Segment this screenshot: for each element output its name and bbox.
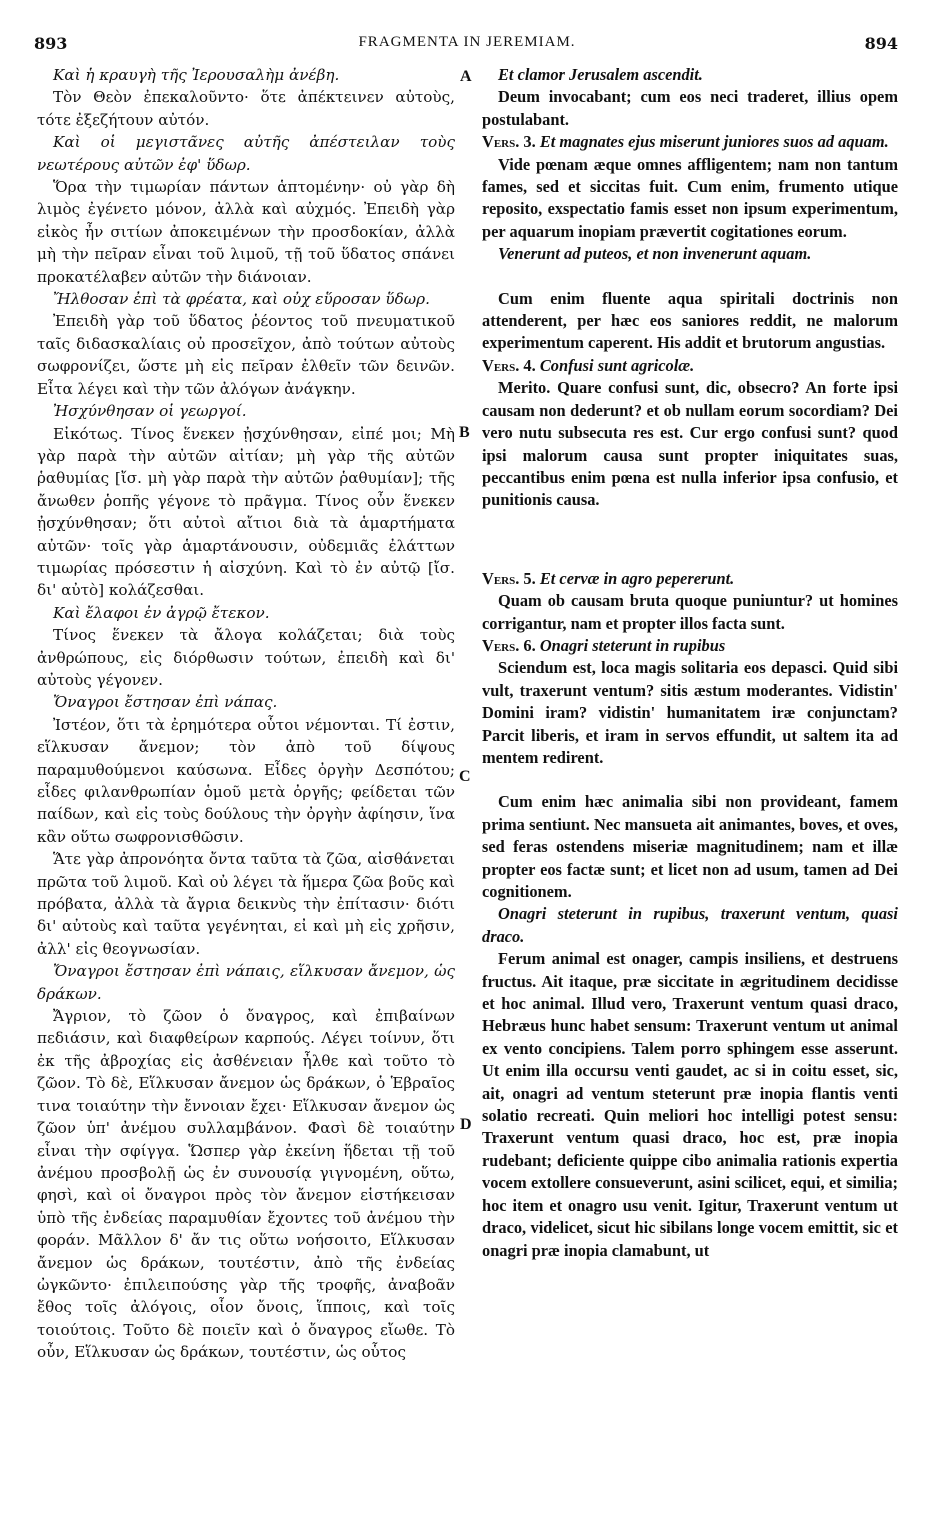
- latin-paragraph: Sciendum est, loca magis solitaria eos depasci. Quid sibi vult, traxerunt ventum? sitis æstum moderantes. Vidistin' Domini iram? vidistin' humanitatem iræ conjunctam? Parcit liberis, et iram in servos effundit, ut saltem ita ad mentem redirent.: [482, 658, 898, 767]
- greek-paragraph: Ἅτε γὰρ ἀπρονόητα ὄντα ταῦτα τὰ ζῶα, αἰσθάνεται πρῶτα τοῦ λιμοῦ. Καὶ οὐ λέγει τὰ ἥμερα ζῶα βοῦς καὶ πρόβατα, ἀλλὰ τὰ ἄγρια δεικνὺς τὴν ἐπίτασιν· διότι δι' αὐτοὺς καὶ ταῦτα γεγένηται, εἰ καὶ μὴ εἰς χρῆσιν, ἀλλ' εἰς θεογνωσίαν.: [37, 850, 455, 958]
- verse-heading: [482, 131, 898, 153]
- greek-lemma: Ἠσχύνθησαν οἱ γεωργοί.: [53, 402, 247, 421]
- greek-column: [37, 64, 455, 1364]
- spacer: [482, 266, 898, 288]
- greek-paragraph: Ἐπειδὴ γὰρ τοῦ ὕδατος ῥέοντος τοῦ πνευματικοῦ ταῖς διδασκαλίαις οὐ προσεῖχον, ἀπὸ τούτων αὐτοὺς σωφρονίζει, ὥστε μὴ εἰς πεῖραν ἐλθεῖν τῶν δεινῶν. Εἶτα λέγει καὶ τὴν τῶν ἀλόγων ἀνάγκην.: [37, 312, 455, 398]
- spacer: [482, 769, 898, 791]
- running-title: FRAGMENTA IN JEREMIAM.: [358, 34, 576, 50]
- latin-column: [482, 64, 898, 1262]
- page-header: [34, 34, 900, 60]
- latin-paragraph: Merito. Quare confusi sunt, dic, obsecro? An forte ipsi causam non dederunt? et ob nullam eorum socordiam? Dei vero nutu subsecuta res est. Cur ergo confusi sunt? quod ipsi malorum causa sunt propter iniquitates suas, peccantibus enim pœna est nulla inferior ipsa confusio, et punitionis causa.: [482, 378, 898, 510]
- latin-paragraph: Cum enim fluente aqua spiritali doctrinis non attenderent, per hæc eos saniores reddit, ne malorum experimentum caperent. His addit et brutorum angustias.: [482, 288, 898, 353]
- verse-text: Onagri steterunt in rupibus: [539, 635, 726, 655]
- verse-text: Et magnates ejus miserunt juniores suos ad aquam.: [539, 132, 889, 152]
- latin-lemma: Venerunt ad puteos, et non invenerunt aquam.: [498, 244, 812, 264]
- greek-paragraph: Ὅρα τὴν τιμωρίαν πάντων ἁπτομένην· οὐ γὰρ δὴ λιμὸς ἐγένετο μόνον, ἀλλὰ καὶ αὐχμός. Ἐπειδὴ γὰρ εἰκὸς ἦν σιτίων ἀποκειμένων τὴν προσδοκίαν, ἀλλὰ μὴ τὴν πεῖραν εἶναι τοῦ λιμοῦ, τῇ τοῦ ὕδατος σπάνει προκατέλαβεν αὐτῶν τὴν διάνοιαν.: [37, 178, 455, 286]
- verse-heading: [482, 355, 898, 377]
- section-marker-a: A: [460, 68, 472, 85]
- latin-paragraph: Quam ob causam bruta quoque puniuntur? ut homines corrigantur, nam et propter illos facta sunt.: [482, 591, 898, 633]
- verse-heading: [482, 568, 898, 590]
- greek-lemma: Καὶ ἡ κραυγὴ τῆς Ἰερουσαλὴμ ἀνέβη.: [53, 66, 340, 84]
- greek-paragraph: Εἰκότως. Τίνος ἕνεκεν ᾐσχύνθησαν, εἰπέ μοι; Μὴ γὰρ παρὰ τὴν αὐτῶν αἰτίαν; μὴ γὰρ τῆς αὐτῶν ῥαθυμίας [ἴσ. μὴ γὰρ παρὰ τὴν αὐτῶν ῥαθυμίαν]; τῆς ἄνωθεν ῥοπῆς γέγονε τὸ πρᾶγμα. Τίνος οὖν ἕνεκεν ᾐσχύνθησαν; ὅτι αὐτοὶ αἴτιοι διὰ τὰ ἁμαρτήματα αὐτῶν· τοῖς γὰρ ἁμαρτάνουσιν, οὐδεμιᾶς ἐλάττων τιμωρίας πρόσεστιν ἡ αἰσχύνη. Καὶ τὸ ἐν αὐτῷ [ἴσ. δι' αὐτὸ] κολάζεσθαι.: [37, 424, 455, 600]
- latin-paragraph: Ferum animal est onager, campis insiliens, et destruens fructus. Ait itaque, præ siccitate in ægritudinem decidisse et hoc animal. Illud vero, Traxerunt ventum quasi draco, Hebræus hunc habet sensum: Traxerunt ventum ut animal ex vento concipiens. Talem porro sphingem esse asserunt. Ut enim illa occursu venti gaudet, ac si in coitu esset, sic, ait, onagri ad ventum steterunt præ inopia flantis venti solatio recreati. Quin meliori hoc intelligi potest sensu: Traxerunt ventum quasi draco, hoc est, præ inopia rudebant; deficiente quippe cibo animalia rationis expertia vocem extollere consueverunt, asini scilicet, equi, et similia; hoc item et onagro usu venit. Igitur, Traxerunt ventum ut draco, videlicet, sicut hic sibilans longe vocem emittit, sic et onagri præ inopia clamabunt, ut: [482, 949, 898, 1260]
- greek-paragraph: Ἰστέον, ὅτι τὰ ἐρημότερα οὗτοι νέμονται. Τί ἐστιν, εἵλκυσαν ἄνεμον; τὸν ἀπὸ τοῦ δίψους παραμυθούμενοι καύσωνα. Εἶδες ὀργὴν Δεσπότου; εἶδες φιλανθρωπίαν ὁμοῦ μετὰ ὀργῆς; φείδεται τῶν παίδων, καὶ εἰς τοὺς δούλους τὴν ὀργὴν ἀφίησιν, ἵνα κἂν οὕτω σωφρονισθῶσιν.: [37, 715, 455, 846]
- greek-lemma: Ὄναγροι ἔστησαν ἐπὶ νάπαις, εἵλκυσαν ἄνεμον, ὡς δράκων.: [37, 962, 455, 1003]
- greek-lemma: Καὶ ἔλαφοι ἐν ἀγρῷ ἔτεκον.: [53, 603, 270, 622]
- greek-paragraph: Ἄγριον, τὸ ζῶον ὁ ὄναγρος, καὶ ἐπιβαίνων πεδιάσιν, καὶ διαφθείρων καρπούς. Λέγει τοίνυν, ὅτι ἐκ τῆς ἀβροχίας εἰς ἀσθένειαν ἦλθε καὶ τοῦτο τὸ ζῶον. Τὸ δὲ, Εἵλκυσαν ἄνεμον ὡς δράκων, ὁ Ἑβραῖος τινα τοιαύτην τὴν ἔννοιαν ἔχει· Εἵλκυσαν ἄνεμον ὡς ζῶον ὑπ' ἀνέμου συλλαμβάνον. Φασὶ δὲ τοιαύτην εἶναι τὴν σφίγγα. Ὥσπερ γὰρ ἐκείνη ἥδεται τῇ τοῦ ἀνέμου προσβολῇ ὡς ἐν συνουσίᾳ γιγνομένη, οὕτω, φησὶ, καὶ οἱ ὄναγροι πρὸς τὸν ἄνεμον εἱστήκεισαν ὑπὸ τῆς ἐνδείας παραμυθίαν ἔχοντες τοῦ ἀνέμου τὴν φοράν. Μᾶλλον δ' ἄν τις οὕτω νοήσοιτο, Εἵλκυσαν ἄνεμον ὡς δράκων, τουτέστιν, ἀπὸ τῆς ἐνδείας ὠγκῶντο· ἐπιλειπούσης γὰρ τῆς τροφῆς, ἀναβοᾶν ἔθος τοῖς ἀλόγοις, οἷον ὄνοις, ἵπποις, καὶ τοῖς τοιούτοις. Τοῦτο δὲ ποιεῖν καὶ ὁ ὄναγρος εἴωθε. Τὸ οὖν, Εἵλκυσαν ὡς δράκων, τουτέστιν, ὡς οὗτος: [37, 1007, 455, 1362]
- greek-lemma: Ὄναγροι ἔστησαν ἐπὶ νάπας.: [53, 693, 278, 712]
- verse-number: Vers. 5.: [482, 568, 536, 588]
- verse-text: Confusi sunt agricolæ.: [539, 355, 695, 375]
- greek-lemma: Καὶ οἱ μεγιστᾶνες αὐτῆς ἀπέστειλαν τοὺς νεωτέρους αὐτῶν ἐφ' ὕδωρ.: [37, 133, 455, 174]
- latin-lemma: Onagri steterunt in rupibus, traxerunt ventum, quasi draco.: [482, 904, 898, 946]
- latin-paragraph: Deum invocabant; cum eos neci traderet, illius opem postulabant.: [482, 87, 898, 129]
- page-number-right: 894: [864, 34, 898, 53]
- greek-lemma: Ἤλθοσαν ἐπὶ τὰ φρέατα, καὶ οὐχ εὕροσαν ὕδωρ.: [53, 290, 430, 309]
- latin-paragraph: Cum enim hæc animalia sibi non provideant, famem prima sentiunt. Nec mansueta ait animantes, boves, et oves, sed feras ostendens miseriæ magnitudinem; nam et illæ propter eos factæ sunt; et licet non ad usum, tamen ad Dei cognitionem.: [482, 792, 898, 901]
- verse-number: Vers. 4.: [482, 355, 536, 375]
- verse-number: Vers. 3.: [482, 132, 536, 152]
- greek-paragraph: Τὸν Θεὸν ἐπεκαλοῦντο· ὅτε ἀπέκτεινεν αὐτοὺς, τότε ἐξεζήτουν αὐτόν.: [37, 88, 455, 129]
- latin-paragraph: Vide pœnam æque omnes affligentem; nam non tantum fames, sed et siccitas fuit. Cum enim, frumento utique reposito, exspectatio famis esset non ipsum experimentum, per aquarum inopiam prævertit cogitationes eorum.: [482, 154, 898, 241]
- section-marker-b: B: [459, 424, 470, 441]
- section-marker-c: C: [459, 768, 471, 785]
- spacer: [482, 512, 898, 568]
- section-marker-d: D: [460, 1116, 472, 1133]
- verse-number: Vers. 6.: [482, 635, 536, 655]
- verse-text: Et cervæ in agro pepererunt.: [539, 568, 735, 588]
- latin-lemma: Et clamor Jerusalem ascendit.: [498, 65, 703, 84]
- page-number-left: 893: [34, 34, 68, 53]
- verse-heading: [482, 635, 898, 657]
- greek-paragraph: Τίνος ἕνεκεν τὰ ἄλογα κολάζεται; διὰ τοὺς ἀνθρώπους, εἰς διόρθωσιν τούτων, ἐπειδὴ καὶ δι' αὐτοὺς γέγονεν.: [37, 626, 455, 689]
